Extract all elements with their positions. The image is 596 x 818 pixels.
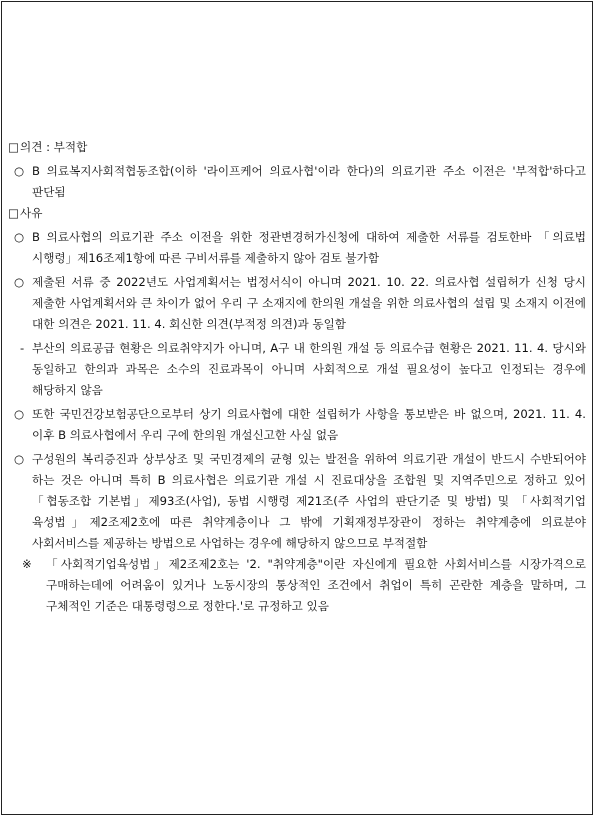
opinion-item-text: B 의료복지사회적협동조합(이하 '라이프케어 의료사협'이라 한다)의 의료기관 주소 이전은 '부적합'하다고 판단됨 (32, 164, 586, 199)
reason-subitem-text: 부산의 의료공급 현황은 의료취약지가 아니며, A구 내 한의원 개설 등 의료수급 현황은 2021. 11. 4. 당시와 동일하고 한의과 과목은 소수의 진료과목이 아니며 사회적으로 개설 필요성이 높다고 인정되는 경우에 해당하지 않음 (32, 341, 586, 397)
reason-item-text: 또한 국민건강보험공단으로부터 상기 의료사협에 대한 설립허가 사항을 통보받은 바 없으며, 2021. 11. 4. 이후 B 의료사협에서 우리 구에 한의원 개설신고한 사실 없음 (32, 407, 586, 442)
reason-note-text: 「사회적기업육성법」제2조제2호는 '2. "취약계층"이란 자신에게 필요한 사회서비스를 시장가격으로 구매하는데에 어려움이 있거나 노동시장의 통상적인 조건에서 취업이 특히 곤란한 계층을 말하며, 그 구체적인 기준은 대통령령으로 정한다.'로 규정하고 있음 (46, 557, 586, 613)
reason-item-text: B 의료사협의 의료기관 주소 이전을 위한 정관변경허가신청에 대하여 제출한 서류를 검토한바 「의료법 시행령」제16조제1항에 따른 구비서류를 제출하지 않아 검토 불가함 (32, 230, 586, 265)
reason-item (2, 449, 594, 554)
circle-bullet-icon: ○ (14, 275, 25, 289)
reason-item-text: 구성원의 복리증진과 상부상조 및 국민경제의 균형 있는 발전을 위하여 의료기관 개설이 반드시 수반되어야 하는 것은 아니며 특히 B 의료사협은 의료기관 개설 시 진료대상을 조합원 및 지역주민으로 정하고 있어 「협동조합 기본법」제93조(사업), 동법 시행령 제21조(주 사업의 판단기준 및 방법) 및 「사회적기업 육성법」제2조제2호에 따른 취약계층이나 그 밖에 기획재정부장관이 정하는 취약계층에 의료분야 사회서비스를 제공하는 방법으로 사업하는 경우에 해당하지 않으므로 부적절함 (32, 452, 586, 550)
circle-bullet-icon: ○ (14, 407, 25, 421)
reason-item (2, 404, 594, 446)
opinion-heading (2, 137, 594, 158)
checkbox-square-icon: □ (8, 140, 19, 154)
dash-bullet-icon: - (20, 341, 25, 355)
circle-bullet-icon: ○ (14, 164, 25, 178)
document-frame (1, 1, 593, 815)
reason-subitem (2, 338, 594, 401)
reason-heading-text: 사유 (20, 206, 43, 220)
reason-item (2, 272, 594, 335)
opinion-item (2, 161, 594, 203)
reason-item (2, 227, 594, 269)
reason-note (2, 554, 594, 617)
reason-heading (2, 203, 594, 224)
circle-bullet-icon: ○ (14, 230, 25, 244)
opinion-heading-text: 의견 : 부적합 (20, 140, 88, 154)
reference-mark-icon: ※ (22, 557, 32, 571)
reason-item-text: 제출된 서류 중 2022년도 사업계획서는 법정서식이 아니며 2021. 10. 22. 의료사협 설립허가 신청 당시 제출한 사업계획서와 큰 차이가 없어 우리 구 소재지에 한의원 개설을 위한 의료사협의 설립 및 소재지 이전에 대한 의견은 2021. 11. 4. 회신한 의견(부적정 의견)과 동일함 (32, 275, 586, 331)
document-body (2, 137, 594, 617)
circle-bullet-icon: ○ (14, 452, 25, 466)
checkbox-square-icon: □ (8, 206, 19, 220)
